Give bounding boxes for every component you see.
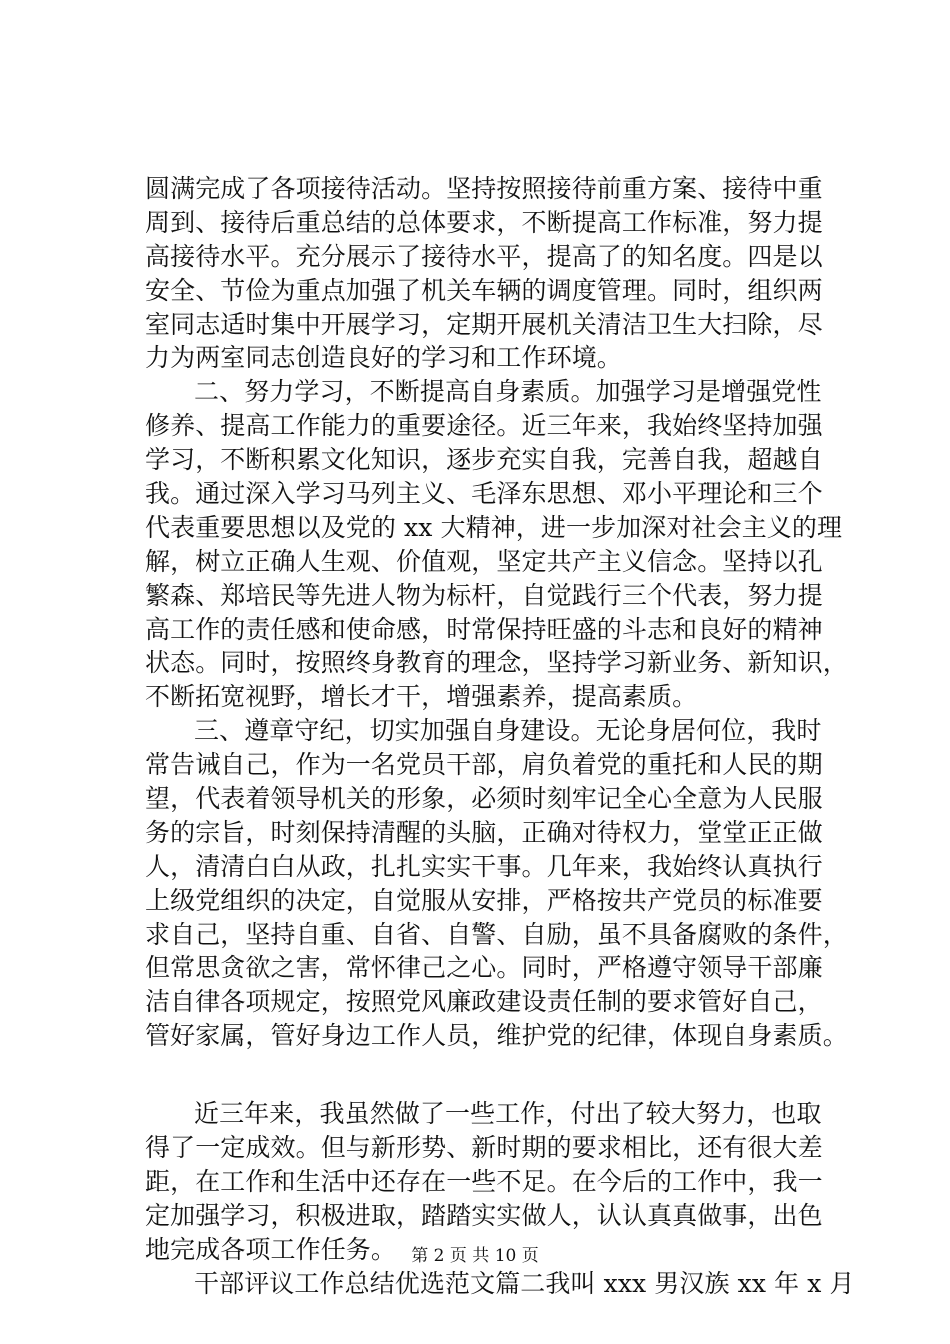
text-line: 高工作的责任感和使命感，时常保持旺盛的斗志和良好的精神 <box>145 614 823 644</box>
text-line: 上级党组织的决定，自觉服从安排，严格按共产党员的标准要 <box>145 885 823 915</box>
text-line: 管好家属，管好身边工作人员，维护党的纪律，体现自身素质。 <box>145 1021 848 1051</box>
text-line: 务的宗旨，时刻保持清醒的头脑，正确对待权力，堂堂正正做 <box>145 817 823 847</box>
paragraph-start-line: 二、努力学习，不断提高自身素质。加强学习是增强党性 <box>194 377 822 407</box>
document-body <box>145 172 855 1301</box>
text-line: 学习，不断积累文化知识，逐步充实自我，完善自我，超越自 <box>145 445 823 475</box>
text-line: 解，树立正确人生观、价值观，坚定共产主义信念。坚持以孔 <box>145 546 823 576</box>
text-line: 求自己，坚持自重、自省、自警、自励，虽不具备腐败的条件， <box>145 919 848 949</box>
paragraph-start-line: 近三年来，我虽然做了一些工作，付出了较大努力，也取 <box>194 1099 822 1129</box>
page-footer <box>0 1244 950 1268</box>
text-line: 但常思贪欲之害，常怀律己之心。同时，严格遵守领导干部廉 <box>145 953 823 983</box>
text-line: 不断拓宽视野，增长才干，增强素养，提高素质。 <box>145 682 698 712</box>
page-number: 第 2 页 共 10 页 <box>411 1246 539 1266</box>
text-line: 常告诫自己，作为一名党员干部，肩负着党的重托和人民的期 <box>145 750 823 780</box>
text-line: 力为两室同志创造良好的学习和工作环境。 <box>145 343 622 373</box>
text-line: 洁自律各项规定，按照党风廉政建设责任制的要求管好自己， <box>145 987 823 1017</box>
text-line: 修养、提高工作能力的重要途径。近三年来，我始终坚持加强 <box>145 411 823 441</box>
text-line: 地完成各项工作任务。 <box>145 1234 397 1264</box>
text-line: 距，在工作和生活中还存在一些不足。在今后的工作中，我一 <box>145 1166 823 1196</box>
text-line: 高接待水平。充分展示了接待水平，提高了的知名度。四是以 <box>145 241 823 271</box>
text-line: 状态。同时，按照终身教育的理念，坚持学习新业务、新知识， <box>145 648 848 678</box>
text-line: 得了一定成效。但与新形势、新时期的要求相比，还有很大差 <box>145 1133 823 1163</box>
text-line: 人，清清白白从政，扎扎实实干事。几年来，我始终认真执行 <box>145 851 823 881</box>
paragraph-gap <box>145 1053 845 1097</box>
text-line: 安全、节俭为重点加强了机关车辆的调度管理。同时，组织两 <box>145 275 823 305</box>
text-line: 代表重要思想以及党的 xx 大精神，进一步加深对社会主义的理 <box>145 512 843 542</box>
paragraph-start-line: 干部评议工作总结优选范文篇二我叫 xxx 男汉族 xx 年 x 月 <box>194 1268 855 1298</box>
text-line: 我。通过深入学习马列主义、毛泽东思想、邓小平理论和三个 <box>145 479 823 509</box>
paragraph-start-line: 三、遵章守纪，切实加强自身建设。无论身居何位，我时 <box>194 716 822 746</box>
text-line: 圆满完成了各项接待活动。坚持按照接待前重方案、接待中重 <box>145 174 823 203</box>
text-line: 定加强学习，积极进取，踏踏实实做人，认认真真做事，出色 <box>145 1200 823 1230</box>
text-line: 周到、接待后重总结的总体要求，不断提高工作标准，努力提 <box>145 207 823 237</box>
text-line: 室同志适时集中开展学习，定期开展机关清洁卫生大扫除，尽 <box>145 309 823 339</box>
text-line: 望，代表着领导机关的形象，必须时刻牢记全心全意为人民服 <box>145 784 823 814</box>
text-line: 繁森、郑培民等先进人物为标杆，自觉践行三个代表，努力提 <box>145 580 823 610</box>
